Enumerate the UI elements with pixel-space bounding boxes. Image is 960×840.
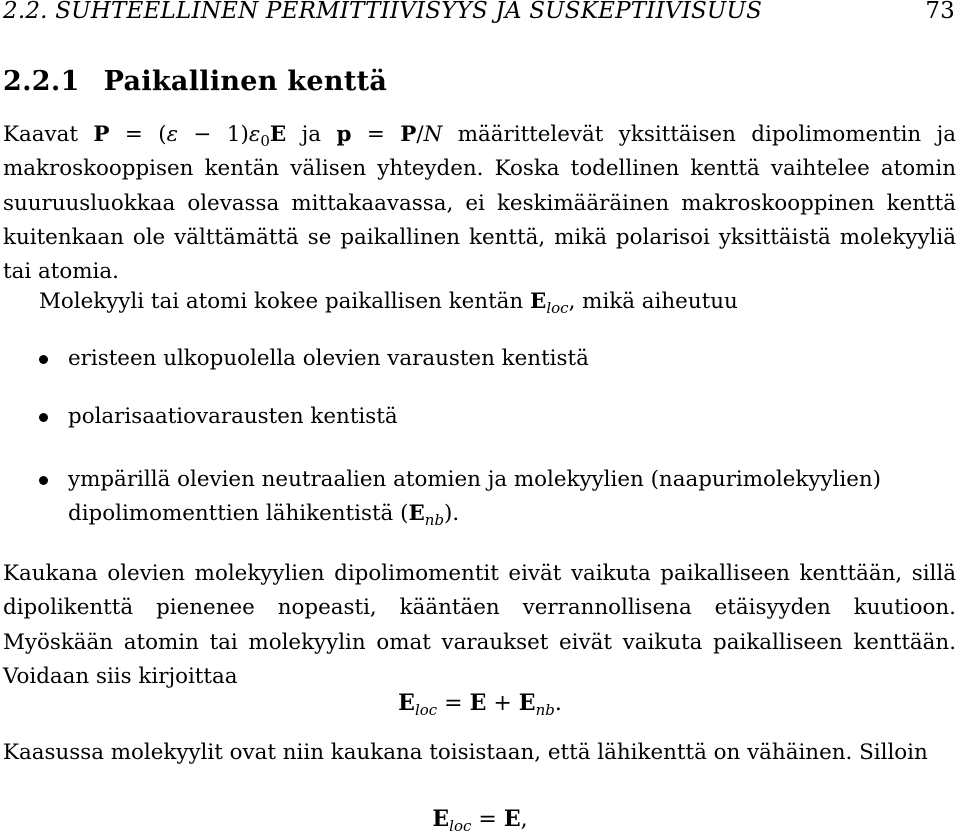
symbol-N: N [423, 122, 443, 147]
subscript-loc: loc [449, 817, 472, 835]
vector-p: p [336, 122, 352, 147]
equation-local-field [0, 690, 960, 719]
paragraph-distant-molecules [3, 557, 956, 694]
running-header [3, 0, 955, 24]
vector-E: E [432, 806, 450, 832]
text-run: ja [286, 122, 337, 147]
subscript-nb: nb [535, 701, 555, 719]
symbol-epsilon0: ε [248, 122, 261, 147]
text-run: = ( [109, 122, 167, 147]
symbol-epsilon: ε [166, 122, 179, 147]
subscript-nb: nb [424, 510, 445, 529]
list-item [3, 463, 956, 532]
page-number: 73 [925, 0, 955, 24]
text-run: Kaukana olevien molekyylien dipolimomentit eivät vaikuta paikalliseen kenttään, sillä dipolikenttä pienenee nopeasti, kääntäen verrannollisena etäisyyden kuutioon. Myöskään atomin tai molekyylin omat varaukset eivät vaikuta paikalliseen kenttään. Voidaan siis kirjoittaa [3, 561, 956, 689]
section-title: Paikallinen kenttä [103, 66, 388, 97]
vector-E: E [398, 690, 415, 716]
list-item [3, 342, 956, 376]
text-run: Molekyyli tai atomi kokee paikallisen kentän [39, 289, 531, 314]
subscript-zero: 0 [260, 132, 270, 150]
vector-E: E [530, 289, 547, 314]
equation-gas-field [0, 806, 960, 835]
list-item-text: polarisaatiovarausten kentistä [68, 404, 398, 430]
equals-sign: = [437, 691, 470, 716]
text-run: ). [444, 500, 460, 526]
text-run: / [416, 122, 424, 147]
bullet-dot [39, 476, 48, 485]
subscript-loc: loc [414, 701, 438, 719]
text-run: Kaavat [3, 122, 94, 147]
text-run: = [351, 122, 401, 147]
vector-E: E [518, 690, 536, 716]
text-run: , mikä aiheutuu [568, 289, 738, 314]
bullet-list [3, 342, 956, 531]
text-run: määrittelevät yksittäisen dipolimomentin ja makroskooppisen kentän välisen yhteyden. Koska todellinen kenttä vaihtelee atomin suuruusluokkaa olevassa mittakaavassa, ei keskimääräinen makroskooppinen kenttä kuitenkaan ole välttämättä se paikallinen kenttä, mikä polarisoi yksittäistä molekyyliä tai atomia. [3, 122, 957, 285]
vector-E: E [469, 690, 487, 716]
section-heading [3, 66, 387, 97]
punctuation: , [520, 807, 528, 832]
paragraph-gas [3, 736, 956, 770]
plus-sign: + [486, 691, 519, 716]
section-number: 2.2.1 [3, 66, 80, 97]
vector-E: E [503, 806, 521, 832]
equals-sign: = [471, 807, 504, 832]
subscript-loc: loc [546, 299, 569, 317]
vector-E: E [408, 500, 425, 526]
text-run: − 1) [178, 122, 249, 147]
paragraph-intro [3, 118, 956, 289]
punctuation: . [554, 691, 562, 716]
vector-P: P [400, 122, 417, 147]
running-title: 2.2. SUHTEELLINEN PERMITTIIVISYYS JA SUSKEPTIIVISUUS [3, 0, 763, 24]
bullet-dot [39, 413, 48, 422]
text-run: Kaasussa molekyylit ovat niin kaukana toisistaan, että lähikenttä on vähäinen. Silloin [3, 740, 928, 765]
paragraph-local-field [3, 285, 956, 319]
list-item-text: ympärillä olevien neutraalien atomien ja molekyylien (naapurimolekyylien) dipolimomenttien lähikentistä ( [68, 466, 882, 526]
vector-E: E [269, 122, 287, 147]
list-item-text: eristeen ulkopuolella olevien varausten kentistä [68, 346, 589, 371]
bullet-dot [39, 355, 48, 364]
vector-P: P [93, 122, 110, 147]
list-item [3, 400, 956, 434]
